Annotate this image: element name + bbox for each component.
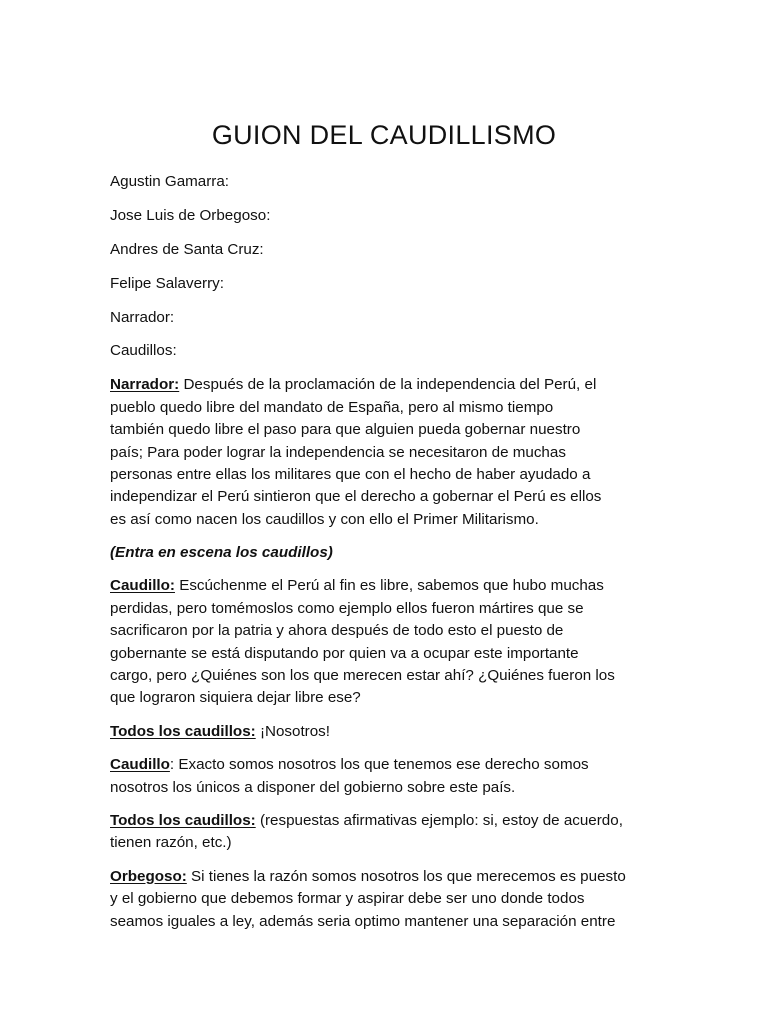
- paragraph-line: [110, 721, 655, 743]
- speaker-label: Caudillo: [110, 756, 170, 774]
- paragraph-line: país; Para poder lograr la independencia se necesitaron de muchas: [110, 443, 566, 461]
- paragraph-line: que lograron siquiera dejar libre ese?: [110, 689, 361, 707]
- cast-list: [110, 171, 655, 363]
- paragraph-line: es así como nacen los caudillos y con ello el Primer Militarismo.: [110, 510, 539, 528]
- paragraph-line: pueblo quedo libre del mandato de España, pero al mismo tiempo: [110, 398, 554, 416]
- cast-item-gamarra: Agustin Gamarra:: [110, 173, 230, 190]
- document-body: [110, 171, 655, 944]
- paragraph-line: [110, 866, 655, 888]
- paragraph-line: cargo, pero ¿Quiénes son los que merecen estar ahí? ¿Quiénes fueron los: [110, 667, 615, 685]
- dialogue-text: Escúchenme el Perú al fin es libre, sabemos que hubo muchas: [179, 577, 604, 595]
- paragraph-line: independizar el Perú sintieron que el derecho a gobernar el Perú es ellos: [110, 488, 602, 506]
- paragraph-todos-1: [110, 721, 655, 743]
- paragraph-caudillo: [110, 575, 655, 709]
- dialogue-text: (respuestas afirmativas ejemplo: si, estoy de acuerdo,: [259, 812, 623, 829]
- speaker-label: Narrador:: [110, 376, 180, 394]
- cast-item-narrador: Narrador:: [110, 308, 175, 326]
- paragraph-line: perdidas, pero tomémoslos como ejemplo ellos fueron mártires que se: [110, 599, 584, 617]
- dialogue-text: Exacto somos nosotros los que tenemos ese derecho somos: [178, 756, 589, 774]
- dialogue-text: Si tienes la razón somos nosotros los que merecemos es puesto: [191, 867, 626, 885]
- paragraph-line: seamos iguales a ley, además seria optimo mantener una separación entre: [110, 912, 616, 930]
- paragraph-line: también quedo libre el paso para que alguien pueda gobernar nuestro: [110, 421, 581, 439]
- dialogue-text: Después de la proclamación de la independencia del Perú, el: [183, 376, 597, 394]
- paragraph-line: [110, 575, 655, 597]
- speaker-label: Todos los caudillos:: [110, 812, 256, 829]
- paragraph-line: gobernante se está disputando por quien va a ocupar este importante: [110, 644, 579, 662]
- paragraph-todos-2: [110, 810, 655, 855]
- speaker-label: Todos los caudillos:: [110, 722, 256, 740]
- paragraph-line: tienen razón, etc.): [110, 834, 232, 852]
- paragraph-line: [110, 754, 655, 776]
- stage-direction: (Entra en escena los caudillos): [110, 544, 333, 562]
- dialogue-text: ¡Nosotros!: [259, 722, 330, 740]
- paragraph-caudillo-2: [110, 754, 655, 799]
- cast-item-orbegoso: Jose Luis de Orbegoso:: [110, 206, 271, 224]
- paragraph-orbegoso: [110, 866, 655, 933]
- cast-item-caudillos: Caudillos:: [110, 342, 177, 360]
- speaker-label: Orbegoso:: [110, 867, 187, 885]
- paragraph-narrador: [110, 374, 655, 531]
- paragraph-line: y el gobierno que debemos formar y aspirar debe ser uno donde todos: [110, 890, 585, 908]
- cast-item-santa-cruz: Andres de Santa Cruz:: [110, 240, 264, 258]
- speaker-label: Caudillo:: [110, 577, 175, 595]
- speaker-colon: :: [169, 756, 175, 774]
- paragraph-line: sacrificaron por la patria y ahora después de todo esto el puesto de: [110, 622, 564, 640]
- cast-item-salaverry: Felipe Salaverry:: [110, 274, 224, 292]
- paragraph-line: [110, 374, 655, 396]
- document-title: GUION DEL CAUDILLISMO: [211, 120, 557, 150]
- paragraph-line: [110, 810, 655, 832]
- paragraph-line: personas entre ellas los militares que con el hecho de haber ayudado a: [110, 465, 591, 483]
- paragraph-line: nosotros los únicos a disponer del gobierno sobre este país.: [110, 778, 516, 796]
